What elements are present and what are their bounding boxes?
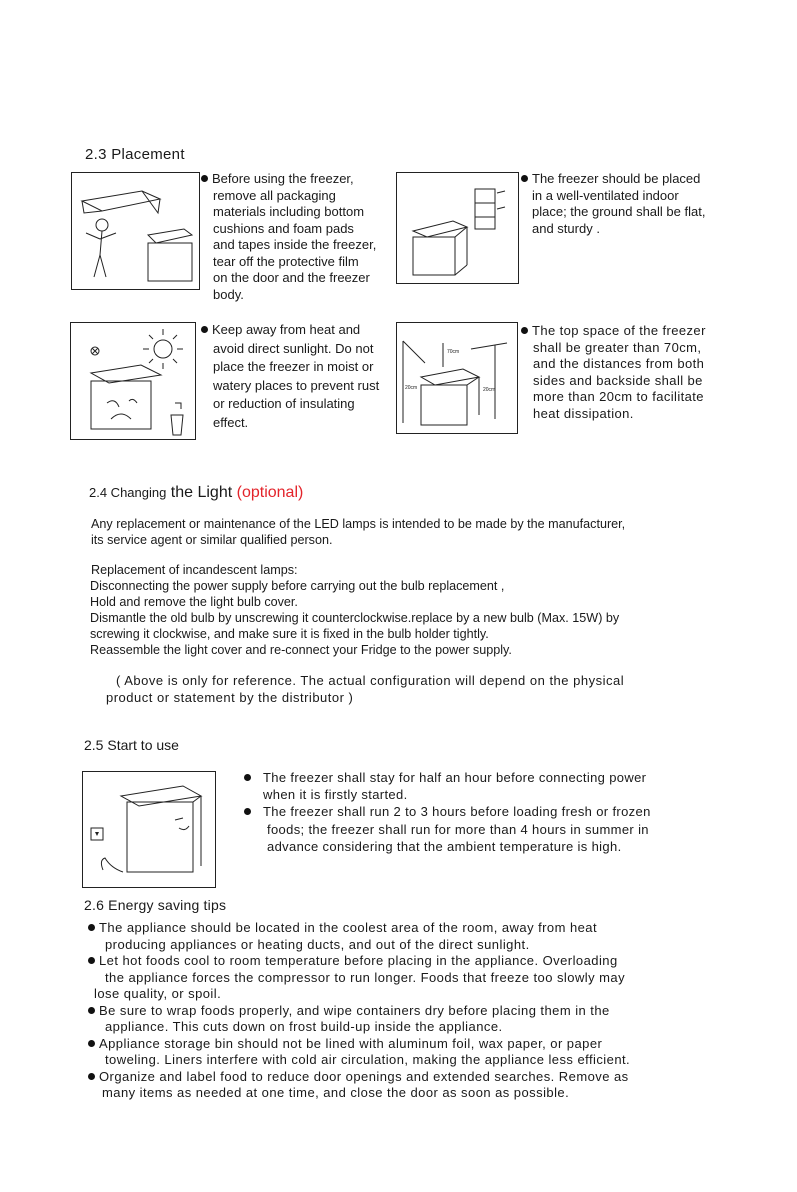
light-note: ( Above is only for reference. The actual configuration will depend on the physical product or statement by the distributor ) [106,673,625,705]
placement-heading: 2.3 Placement [85,146,185,163]
start-illustration [82,771,216,888]
bullet-icon [521,327,528,334]
placement-item-4: The top space of the freezer shall be greater than 70cm, and the distances from both sides and backside shall be more than 20cm to facilitate heat dissipation. [521,323,706,422]
indoor-illustration [396,172,519,284]
label-side-clearance-2: 20cm [483,387,496,393]
label-top-clearance: 70cm [447,349,460,355]
bullet-icon [244,808,251,815]
bullet-icon [88,1073,95,1080]
bullet-icon [88,957,95,964]
bullet-icon [521,175,528,182]
clearance-figure [397,323,517,433]
energy-tips: The appliance should be located in the coolest area of the room, away from heat producing appliances or heating ducts, and out of the direct sunlight. Let hot foods cool to room temperature before placing in the appliance. Overloading the appliance forces the compressor to run longer. Foods that freeze too slowly may lose quality, or spoil. Be sure to wrap foods properly, and wipe containers dry before placing them in the appliance. This cuts down on frost build-up inside the appliance. Appliance storage bin should not be lined with aluminum foil, wax paper, or paper toweling. Liners interfere with cold air circulation, making the appliance less efficient. Organize and label food to reduce door openings and extended searches. Remove as many items as needed at one time, and close the door as soon as possible. [88,920,630,1102]
bullet-icon [244,774,251,781]
start-bullets: The freezer shall stay for half an hour before connecting power when it is firstly started. The freezer shall run 2 to 3 hours before loading fresh or frozen foods; the freezer shall run for more than 4 hours in summer in advance considering that the ambient temperature is high. [244,769,651,855]
heat-figure [71,323,195,439]
bullet-icon [88,1040,95,1047]
bullet-icon [88,1007,95,1014]
bullet-icon [201,326,208,333]
light-heading: 2.4 Changing the Light (optional) [89,484,304,501]
start-heading: 2.5 Start to use [84,737,179,753]
clearance-illustration [396,322,518,434]
start-figure [83,772,215,887]
unpacking-figure [72,173,199,289]
energy-heading: 2.6 Energy saving tips [84,897,227,913]
placement-item-1: Before using the freezer, remove all packaging materials including bottom cushions and foam pads and tapes inside the freezer, tear off the protective film on the door and the freezer body. [201,171,376,303]
unpacking-illustration [71,172,200,290]
placement-item-2: The freezer should be placed in a well-ventilated indoor place; the ground shall be flat, and sturdy . [521,171,705,237]
placement-item-3: Keep away from heat and avoid direct sunlight. Do not place the freezer in moist or watery places to prevent rust or reduction of insulating effect. [201,322,379,431]
optional-label: (optional) [236,484,304,501]
label-side-clearance: 20cm [405,385,418,391]
light-steps: Replacement of incandescent lamps: Disconnecting the power supply before carrying out the bulb replacement , Hold and remove the light bulb cover. Dismantle the old bulb by unscrewing it counterclockwise.replace by a new bulb (Max. 15W) by screwing it clockwise, and make sure it is fixed in the bulb holder tightly. Reassemble the light cover and re-connect your Fridge to the power supply. [90,563,620,657]
bullet-icon [201,175,208,182]
light-intro: Any replacement or maintenance of the LED lamps is intended to be made by the manufacturer, its service agent or similar qualified person. [91,517,626,547]
indoor-figure [397,173,518,283]
heat-sunlight-illustration [70,322,196,440]
bullet-icon [88,924,95,931]
